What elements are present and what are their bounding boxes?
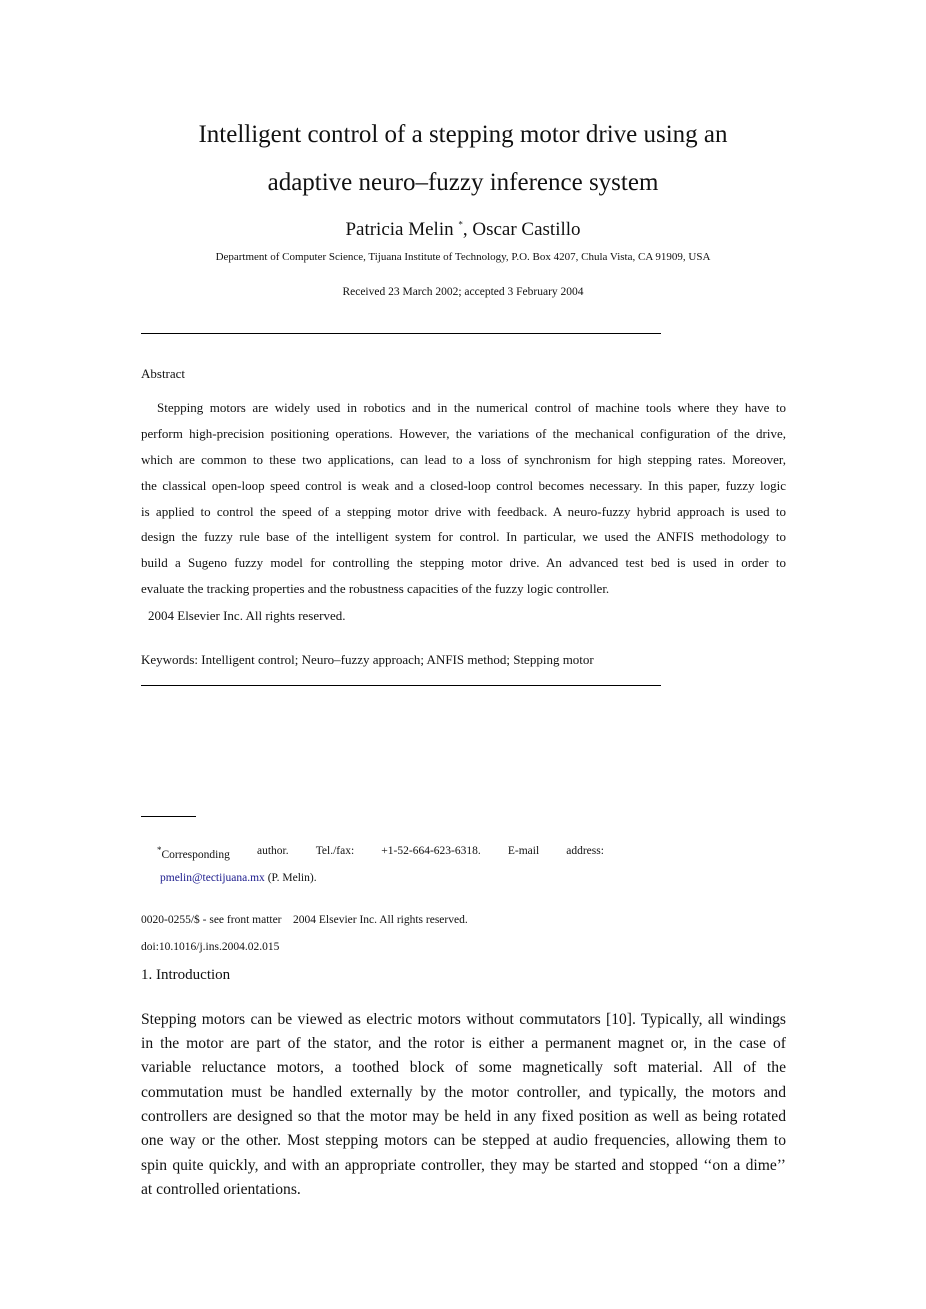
intro-line: one way or the other. Most stepping motors can be stepped at audio frequencies, allowing them to bbox=[141, 1132, 786, 1149]
top-rule bbox=[141, 333, 661, 334]
footnote-word: address: bbox=[566, 845, 604, 857]
corresponding-mark: * bbox=[458, 219, 463, 230]
abstract-line: build a Sugeno fuzzy model for controlling the stepping motor drive. An advanced test bed is used in order to bbox=[141, 555, 786, 570]
authors bbox=[0, 219, 926, 241]
title-line-2: adaptive neuro–fuzzy inference system bbox=[267, 169, 659, 196]
footnote-word: Tel./fax: bbox=[315, 845, 355, 857]
affiliation: Department of Computer Science, Tijuana Institute of Technology, P.O. Box 4207, Chula Vista, CA 91909, USA bbox=[215, 251, 711, 263]
abstract-line: which are common to these two applications, can lead to a loss of synchronism for high stepping rates. Moreover, bbox=[141, 452, 786, 467]
doi: doi:10.1016/j.ins.2004.02.015 bbox=[141, 941, 280, 953]
footnote-line-2 bbox=[160, 872, 317, 884]
received-date: Received 23 March 2002; accepted 3 February 2004 bbox=[342, 286, 584, 298]
footnote-line-1 bbox=[157, 845, 604, 861]
title-line-1: Intelligent control of a stepping motor drive using an bbox=[198, 121, 728, 148]
abstract-heading: Abstract bbox=[141, 366, 186, 381]
footnote-word: Corresponding bbox=[161, 848, 230, 861]
intro-line: Stepping motors can be viewed as electric motors without commutators [10]. Typically, all windings bbox=[141, 1011, 786, 1028]
intro-line: at controlled orientations. bbox=[141, 1181, 301, 1198]
footnote-rule bbox=[141, 816, 196, 817]
keywords: Keywords: Intelligent control; Neuro–fuzzy approach; ANFIS method; Stepping motor bbox=[141, 652, 594, 667]
abstract-copyright: 2004 Elsevier Inc. All rights reserved. bbox=[148, 608, 346, 623]
author-2: , Oscar Castillo bbox=[462, 219, 581, 240]
intro-line: controllers are designed so that the motor may be held in any fixed position as well as being rotated bbox=[141, 1108, 786, 1125]
abstract-line: design the fuzzy rule base of the intelligent system for control. In particular, we used the ANFIS methodology to bbox=[141, 529, 786, 544]
bottom-rule bbox=[141, 685, 661, 686]
author-1: Patricia Melin bbox=[345, 219, 454, 240]
footnote-email-suffix: (P. Melin). bbox=[264, 872, 317, 884]
intro-line: in the motor are part of the stator, and the rotor is either a permanent magnet or, in the case of bbox=[141, 1035, 786, 1052]
abstract-line: Stepping motors are widely used in robotics and in the numerical control of machine tools where they have to bbox=[157, 400, 786, 415]
abstract-line: evaluate the tracking properties and the robustness capacities of the fuzzy logic controller. bbox=[141, 581, 610, 596]
abstract-line: the classical open-loop speed control is weak and a closed-loop control becomes necessary. In this paper, fuzzy logic bbox=[141, 478, 786, 493]
intro-line: commutation must be handled externally by the motor controller, and typically, the motors and bbox=[141, 1084, 786, 1101]
footnote-mark: * bbox=[157, 845, 162, 855]
section-heading-introduction: 1. Introduction bbox=[141, 967, 231, 983]
email-link[interactable]: pmelin@tectijuana.mx bbox=[160, 872, 265, 884]
footnote-word: E-mail bbox=[507, 845, 540, 857]
footnote-word: +1-52-664-623-6318. bbox=[381, 845, 481, 857]
front-matter: 0020-0255/$ - see front matter 2004 Elsevier Inc. All rights reserved. bbox=[141, 914, 468, 926]
intro-line: spin quite quickly, and with an appropriate controller, they may be started and stopped ‘‘on a dime’’ bbox=[141, 1157, 786, 1174]
intro-line: variable reluctance motors, a toothed block of some magnetically soft material. All of the bbox=[141, 1059, 786, 1076]
footnote-word: author. bbox=[256, 845, 289, 857]
abstract-line: is applied to control the speed of a stepping motor drive with feedback. A neuro-fuzzy hybrid approach is used to bbox=[141, 504, 786, 519]
abstract-line: perform high-precision positioning operations. However, the variations of the mechanical configuration of the drive, bbox=[141, 426, 786, 441]
